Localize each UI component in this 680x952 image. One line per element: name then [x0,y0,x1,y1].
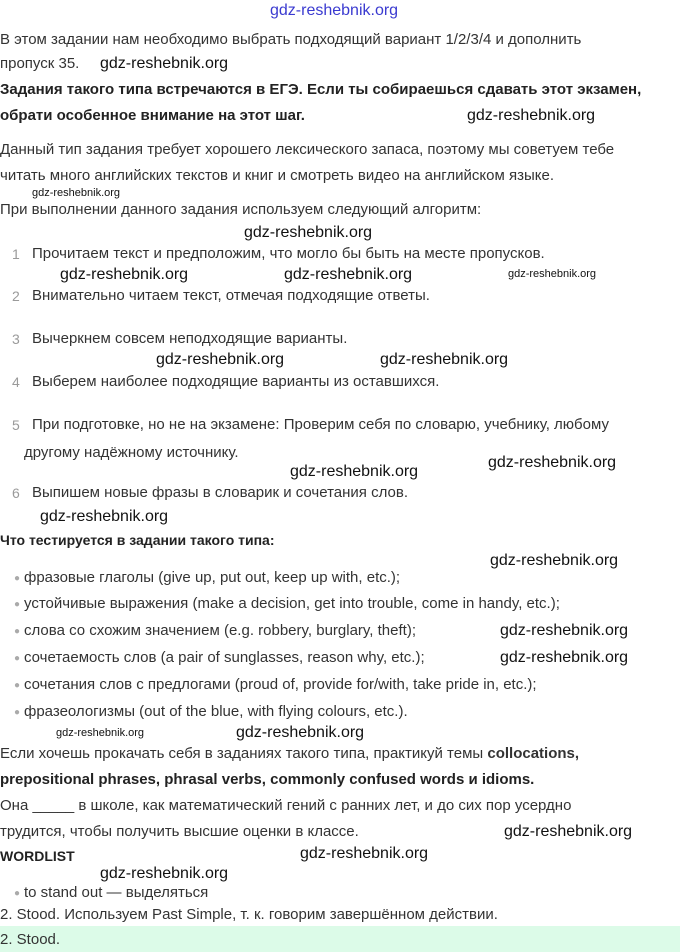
step-number: 3 [12,331,20,347]
bullet-icon: ● [14,653,21,664]
watermark: gdz-reshebnik.org [244,224,373,241]
watermark: gdz-reshebnik.org [490,552,619,569]
bullet-icon: ● [14,599,21,610]
intro-text: В этом задании нам необходимо выбрать подходящий вариант 1/2/3/4 и дополнить [0,31,582,48]
watermark: gdz-reshebnik.org [60,266,189,283]
watermark: gdz-reshebnik.org [100,865,229,882]
watermark: gdz-reshebnik.org [32,187,121,199]
paragraph: Данный тип задания требует хорошего лексического запаса, поэтому мы советуем тебе [0,141,615,158]
watermark: gdz-reshebnik.org [500,622,629,639]
step-text: Выберем наиболее подходящие варианты из оставшихся. [32,373,440,390]
watermark: gdz-reshebnik.org [284,266,413,283]
step-text: Внимательно читаем текст, отмечая подходящие ответы. [32,287,430,304]
step-text: другому надёжному источнику. [24,444,239,461]
step-text: При подготовке, но не на экзамене: Проверим себя по словарю, учебнику, любому [32,416,609,433]
step-number: 2 [12,288,20,304]
watermark: gdz-reshebnik.org [508,268,597,280]
answer: 2. Stood. [0,931,61,948]
step-number: 4 [12,374,20,390]
bold-note: обрати особенное внимание на этот шаг. [0,107,305,124]
wordlist-item: to stand out — выделяться [24,884,209,901]
watermark: gdz-reshebnik.org [504,823,633,840]
watermark: gdz-reshebnik.org [380,351,509,368]
step-text: Вычеркнем совсем неподходящие варианты. [32,330,348,347]
practice-bold: collocations, [487,745,580,762]
algorithm-intro: При выполнении данного задания используем следующий алгоритм: [0,201,482,218]
watermark: gdz-reshebnik.org [467,107,596,124]
watermark: gdz-reshebnik.org [100,55,229,72]
list-item: сочетания слов с предлогами (proud of, provide for/with, take pride in, etc.); [24,676,537,693]
bullet-icon: ● [14,680,21,691]
bullet-icon: ● [14,707,21,718]
watermark: gdz-reshebnik.org [236,724,365,741]
watermark: gdz-reshebnik.org [56,727,145,739]
step-text: Прочитаем текст и предположим, что могло бы быть на месте пропусков. [32,245,545,262]
watermark: gdz-reshebnik.org [300,845,429,862]
task-sentence: трудится, чтобы получить высшие оценки в классе. [0,823,359,840]
watermark: gdz-reshebnik.org [500,649,629,666]
watermark: gdz-reshebnik.org [156,351,285,368]
task-sentence: Она _____ в школе, как математический гений с ранних лет, и до сих пор усердно [0,797,572,814]
bold-note: Задания такого типа встречаются в ЕГЭ. Если ты собираешься сдавать этот экзамен, [0,81,642,98]
bullet-icon: ● [14,626,21,637]
list-item: устойчивые выражения (make a decision, get into trouble, come in handy, etc.); [24,595,560,612]
intro-text: пропуск 35. [0,55,80,72]
watermark: gdz-reshebnik.org [40,508,169,525]
step-number: 5 [12,417,20,433]
practice-pre: Если хочешь прокачать себя в заданиях такого типа, практикуй темы [0,745,488,762]
step-number: 1 [12,246,20,262]
watermark: gdz-reshebnik.org [290,463,419,480]
wordlist-heading: WORDLIST [0,848,75,864]
watermark: gdz-reshebnik.org [488,454,617,471]
list-item: фразовые глаголы (give up, put out, keep up with, etc.); [24,569,401,586]
answer-highlight [0,926,680,952]
explanation: 2. Stood. Используем Past Simple, т. к. говорим завершённом действии. [0,906,498,923]
list-item: фразеологизмы (out of the blue, with flying colours, etc.). [24,703,408,720]
list-item: слова со схожим значением (e.g. robbery, burglary, theft); [24,622,416,639]
paragraph: читать много английских текстов и книг и смотреть видео на английском языке. [0,167,554,184]
bullet-icon: ● [14,573,21,584]
step-number: 6 [12,485,20,501]
watermark: gdz-reshebnik.org [270,2,399,19]
practice-text [0,745,579,763]
bullet-icon: ● [14,888,21,899]
practice-bold: prepositional phrases, phrasal verbs, commonly confused words и idioms. [0,771,535,788]
tested-heading: Что тестируется в задании такого типа: [0,532,275,548]
step-text: Выпишем новые фразы в словарик и сочетания слов. [32,484,408,501]
list-item: сочетаемость слов (a pair of sunglasses, reason why, etc.); [24,649,425,666]
